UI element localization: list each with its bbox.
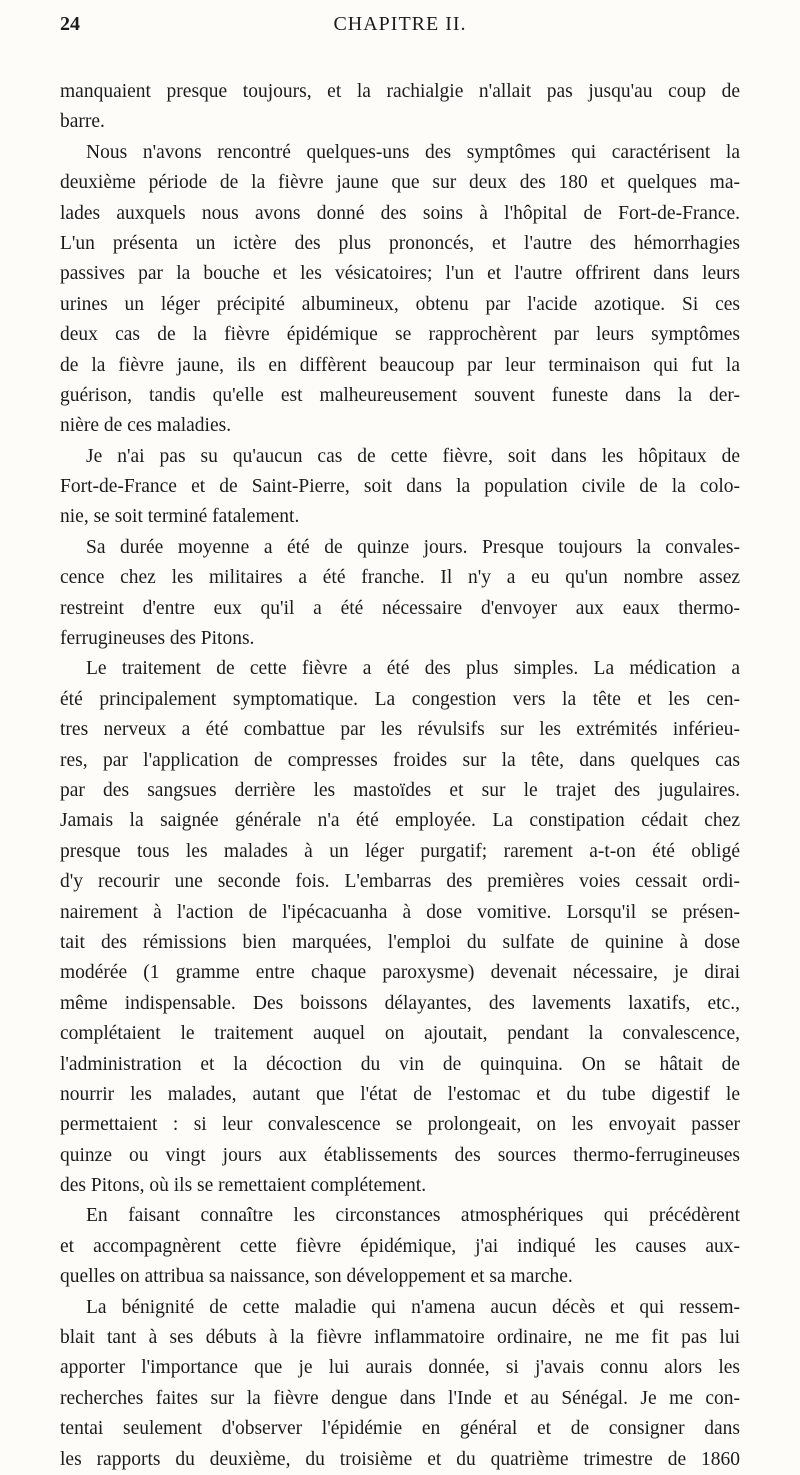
text-line: complétaient le traitement auquel on ajoutait, pendant la convalescence, xyxy=(60,1023,740,1045)
text-line: été principalement symptomatique. La congestion vers la tête et les cen- xyxy=(60,688,740,710)
text-line: les rapports du deuxième, du troisième et du quatrième trimestre de 1860 xyxy=(60,1448,740,1470)
paragraph xyxy=(60,1293,740,1475)
text-line: urines un léger précipité albumineux, obtenu par l'acide azotique. Si ces xyxy=(60,293,740,315)
text-line: Nous n'avons rencontré quelques-uns des symptômes qui caractérisent la xyxy=(86,141,740,163)
chapter-title: CHAPITRE II. xyxy=(333,13,467,35)
text-line: quinze ou vingt jours aux établissements des sources thermo-ferrugineuses xyxy=(60,1144,740,1166)
text-line: nière de ces maladies. xyxy=(60,415,232,437)
text-line: En faisant connaître les circonstances atmosphériques qui précédèrent xyxy=(86,1205,740,1227)
text-line: quelles on attribua sa naissance, son développement et sa marche. xyxy=(60,1266,573,1288)
text-line: res, par l'application de compresses froides sur la tête, dans quelques cas xyxy=(60,749,740,771)
text-line: des Pitons, où ils se remettaient complétement. xyxy=(60,1175,427,1197)
text-line: La bénignité de cette maladie qui n'amena aucun décès et qui ressem- xyxy=(86,1296,740,1318)
text-line: nie, se soit terminé fatalement. xyxy=(60,506,300,528)
text-line: cence chez les militaires a été franche. Il n'y a eu qu'un nombre assez xyxy=(60,567,740,589)
text-line: Le traitement de cette fièvre a été des plus simples. La médication a xyxy=(86,658,740,680)
text-line: Fort-de-France et de Saint-Pierre, soit dans la population civile de la colo- xyxy=(60,476,740,498)
text-line: manquaient presque toujours, et la rachialgie n'allait pas jusqu'au coup de xyxy=(60,81,740,102)
text-line: Sa durée moyenne a été de quinze jours. Presque toujours la convales- xyxy=(86,536,740,558)
text-line: modérée (1 gramme entre chaque paroxysme) devenait nécessaire, je dirai xyxy=(60,962,740,984)
text-line: nourrir les malades, autant que l'état de l'estomac et du tube digestif le xyxy=(60,1083,740,1105)
text-line: passives par la bouche et les vésicatoires; l'un et l'autre offrirent dans leurs xyxy=(60,263,740,285)
text-line: deuxième période de la fièvre jaune que sur deux des 180 et quelques ma- xyxy=(60,172,740,194)
running-head xyxy=(60,0,740,50)
text-line: d'y recourir une seconde fois. L'embarras des premières voies cessait ordi- xyxy=(60,871,740,893)
paragraph xyxy=(60,442,740,533)
text-line: même indispensable. Des boissons délayantes, des lavements laxatifs, etc., xyxy=(60,992,740,1014)
text-line: Jamais la saignée générale n'a été employée. La constipation cédait chez xyxy=(60,810,740,832)
text-line: nairement à l'action de l'ipécacuanha à dose vomitive. Lorsqu'il se présen- xyxy=(60,901,740,923)
text-line: presque tous les malades à un léger purgatif; rarement a-t-on été obligé xyxy=(60,840,740,862)
text-line: Je n'ai pas su qu'aucun cas de cette fièvre, soit dans les hôpitaux de xyxy=(86,445,740,467)
text-line: tentai seulement d'observer l'épidémie en général et de consigner dans xyxy=(60,1418,740,1440)
paragraph xyxy=(60,138,740,442)
text-line: ferrugineuses des Pitons. xyxy=(60,628,255,650)
text-line: barre. xyxy=(60,111,105,133)
paragraph xyxy=(60,533,740,655)
paragraph xyxy=(60,654,740,1201)
text-line: guérison, tandis qu'elle est malheureusement souvent funeste dans la der- xyxy=(60,384,740,406)
body-text xyxy=(60,77,740,1475)
text-line: L'un présenta un ictère des plus prononcés, et l'autre des hémorrhagies xyxy=(60,232,740,254)
text-line: recherches faites sur la fièvre dengue dans l'Inde et au Sénégal. Je me con- xyxy=(60,1387,740,1409)
text-line: deux cas de la fièvre épidémique se rapprochèrent par leurs symptômes xyxy=(60,324,740,346)
text-line: blait tant à ses débuts à la fièvre inflammatoire ordinaire, ne me fit pas lui xyxy=(60,1327,740,1349)
text-line: et accompagnèrent cette fièvre épidémique, j'ai indiqué les causes aux- xyxy=(60,1235,740,1257)
text-line: de la fièvre jaune, ils en diffèrent beaucoup par leur terminaison qui fut la xyxy=(60,354,740,376)
text-line: l'administration et la décoction du vin de quinquina. On se hâtait de xyxy=(60,1053,740,1075)
text-line: tres nerveux a été combattue par les révulsifs sur les extrémités inférieu- xyxy=(60,719,740,741)
text-line: permettaient : si leur convalescence se prolongeait, on les envoyait passer xyxy=(60,1114,740,1136)
text-line: restreint d'entre eux qu'il a été nécessaire d'envoyer aux eaux thermo- xyxy=(60,597,740,619)
text-line: tait des rémissions bien marquées, l'emploi du sulfate de quinine à dose xyxy=(60,931,740,953)
page-number: 24 xyxy=(60,13,80,35)
text-line: lades auxquels nous avons donné des soins à l'hôpital de Fort-de-France. xyxy=(60,202,740,224)
paragraph xyxy=(60,1201,740,1292)
text-line: par des sangsues derrière les mastoïdes et sur le trajet des jugulaires. xyxy=(60,779,740,801)
paragraph xyxy=(60,77,740,138)
book-page xyxy=(60,0,740,1470)
text-line: apporter l'importance que je lui aurais donnée, si j'avais connu alors les xyxy=(60,1357,740,1379)
